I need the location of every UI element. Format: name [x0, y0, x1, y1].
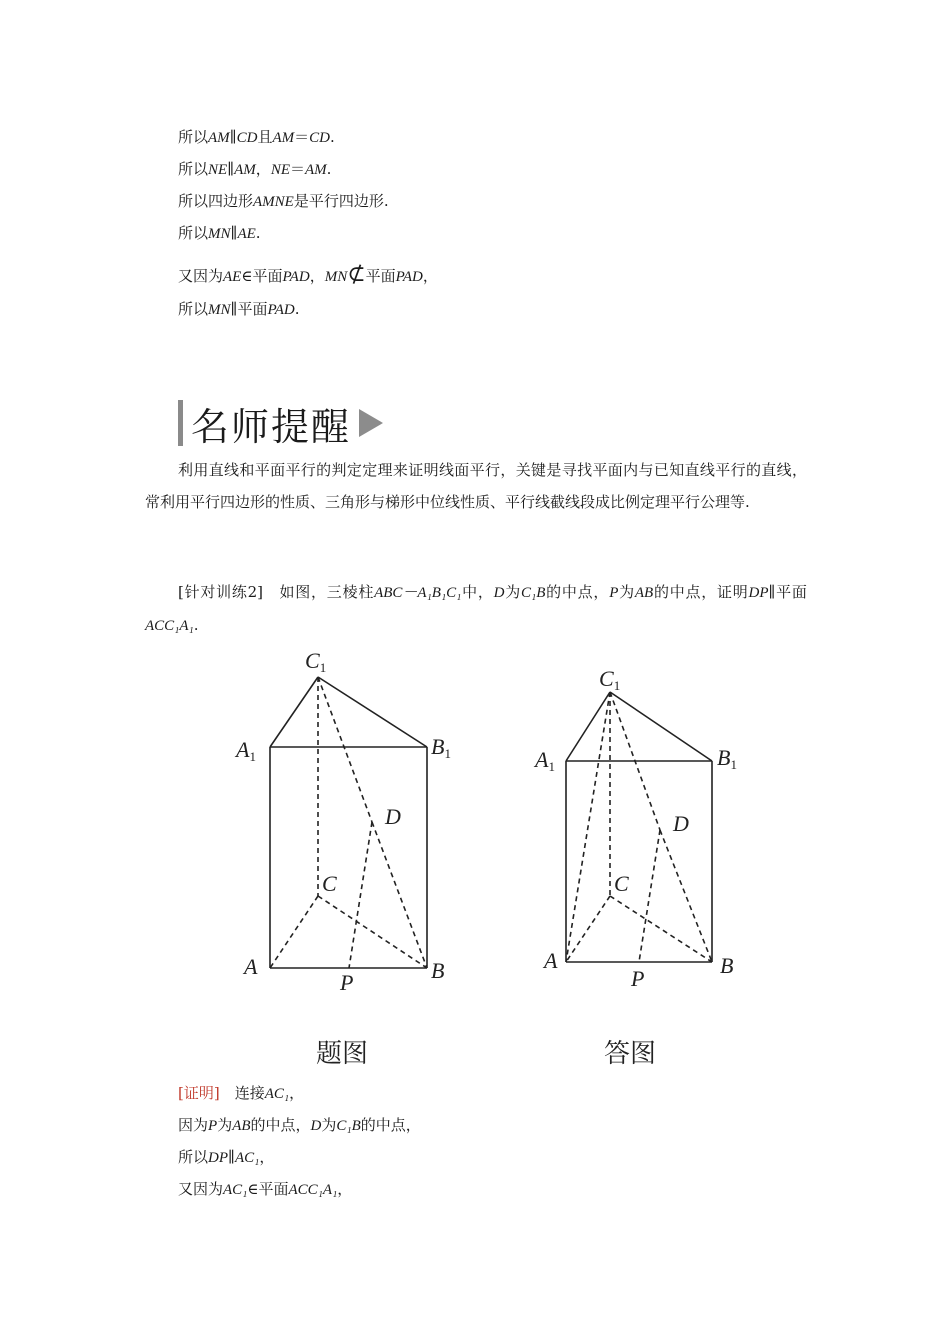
- math-mn: MN: [208, 226, 231, 242]
- text: 因为: [178, 1116, 209, 1134]
- text: 又因为: [178, 267, 224, 285]
- parallel-symbol: ∥: [227, 160, 235, 178]
- text: ，: [337, 1180, 353, 1198]
- edge-db: [372, 822, 427, 968]
- parallel-symbol: ∥: [768, 583, 776, 601]
- label-c1: C1: [305, 648, 327, 675]
- caption-answer: 答图: [604, 1039, 657, 1069]
- math-am: AM: [208, 130, 230, 146]
- math-ne: NE: [208, 162, 228, 178]
- text: ∈平面: [241, 267, 283, 285]
- label-d: D: [385, 804, 401, 829]
- text: 所以: [178, 224, 209, 242]
- math-ab: AB: [634, 585, 654, 601]
- math-cd: CD: [309, 130, 331, 146]
- text: ，: [309, 267, 325, 285]
- text: .: [294, 300, 300, 318]
- text: 平面: [365, 267, 396, 285]
- not-subset-symbol: ⊄: [347, 262, 366, 287]
- math-amne: AMNE: [253, 194, 294, 210]
- label-a: A: [244, 954, 258, 979]
- math-d: D: [310, 1118, 322, 1134]
- text: 为: [321, 1116, 337, 1134]
- edge-cb: [318, 896, 427, 968]
- math-c1b: C₁B: [521, 585, 546, 601]
- math-ae: AE: [223, 269, 242, 285]
- text: ∈平面: [247, 1180, 289, 1198]
- label-b: B: [720, 953, 734, 978]
- text: 所以: [178, 1148, 209, 1166]
- edge-ac1: [566, 692, 610, 962]
- text: .: [330, 128, 335, 146]
- text: 如图，三棱柱: [279, 583, 375, 601]
- math-d: D: [493, 585, 505, 601]
- label-b1: B1: [717, 745, 737, 772]
- text: 平面: [237, 300, 268, 318]
- label-p: P: [340, 970, 354, 995]
- edge-ca: [566, 896, 610, 962]
- text: 的中点，证明: [653, 583, 749, 601]
- parallel-symbol: ∥: [228, 1148, 235, 1166]
- math-pad: PAD: [267, 302, 295, 318]
- label-c: C: [322, 871, 337, 896]
- label-c: C: [614, 871, 629, 896]
- text: 的中点，: [360, 1116, 421, 1134]
- math-ac1: AC₁: [264, 1086, 290, 1102]
- math-ae: AE: [237, 226, 256, 242]
- text: 平面: [775, 583, 807, 601]
- edge-dp: [639, 830, 660, 962]
- figure-answer: [566, 692, 712, 962]
- edge-cb: [610, 896, 712, 962]
- edge-db: [660, 830, 712, 962]
- math-am: AM: [234, 162, 256, 178]
- text: ，: [255, 160, 271, 178]
- parallel-symbol: ∥: [230, 224, 238, 242]
- math-plane: ACC₁A₁: [145, 618, 194, 634]
- math-am: AM: [305, 162, 327, 178]
- text: 所以: [178, 128, 209, 146]
- math-p: P: [609, 585, 619, 601]
- math-ne: NE: [270, 162, 290, 178]
- text: ，: [422, 267, 438, 285]
- math-ac1: AC₁: [234, 1150, 260, 1166]
- math-c1b: C₁B: [336, 1118, 361, 1134]
- text: 为: [504, 583, 522, 601]
- tip-title: 名师提醒: [191, 404, 352, 449]
- math-cd: CD: [236, 130, 258, 146]
- label-b: B: [431, 958, 445, 983]
- text: 所以: [178, 300, 209, 318]
- text: 为: [217, 1116, 233, 1134]
- math-pad: PAD: [282, 269, 310, 285]
- text: 所以四边形: [178, 192, 254, 210]
- edge-ca: [270, 896, 318, 968]
- label-d: D: [673, 811, 689, 836]
- label-b1: B1: [431, 734, 451, 761]
- hidden-edges: [270, 677, 427, 968]
- math-prism: ABC－A₁B₁C₁: [374, 585, 462, 601]
- math-ab: AB: [232, 1118, 251, 1134]
- edge-dp: [349, 822, 372, 968]
- edge-c1b1: [610, 692, 712, 761]
- text: 连接: [234, 1084, 265, 1102]
- math-dp: DP: [748, 585, 769, 601]
- text: 所以: [178, 160, 209, 178]
- math-pad: PAD: [395, 269, 423, 285]
- caption-question: 题图: [316, 1039, 369, 1069]
- text: ，: [289, 1084, 305, 1102]
- label-c1: C1: [599, 666, 621, 693]
- math-p: P: [208, 1118, 218, 1134]
- math-mn: MN: [208, 302, 231, 318]
- parallel-symbol: ∥: [230, 300, 238, 318]
- proof-line-plane: [178, 1178, 352, 1199]
- math-ac1: AC₁: [223, 1182, 248, 1198]
- label-a1: A1: [236, 737, 256, 764]
- text: 的中点，: [545, 583, 610, 601]
- text: 且: [257, 128, 273, 146]
- label-p: P: [631, 966, 645, 991]
- captions: [316, 1039, 656, 1069]
- text: 是平行四边形.: [293, 192, 389, 210]
- equals-symbol: ＝: [294, 128, 310, 146]
- tip-body: 利用直线和平面平行的判定定理来证明线面平行，关键是寻找平面内与已知直线平行的直线，常利用平行四边形的性质、三角形与梯形中位线性质、平行线截线段成比例定理平行公理等.: [145, 461, 807, 511]
- hidden-edges: [566, 692, 712, 962]
- figure-question: [270, 677, 427, 968]
- edge-c1a1: [270, 677, 318, 747]
- equals-symbol: ＝: [289, 160, 305, 178]
- text: ，: [259, 1148, 275, 1166]
- math-plane: ACC₁A₁: [288, 1182, 338, 1198]
- text: 又因为: [178, 1180, 224, 1198]
- proof-line-connect: [178, 1082, 304, 1103]
- text: .: [255, 224, 261, 242]
- proof-tag: [证明]: [178, 1084, 220, 1102]
- text: 的中点，: [250, 1116, 311, 1134]
- text: .: [193, 616, 199, 634]
- math-am: AM: [272, 130, 295, 146]
- parallel-symbol: ∥: [229, 128, 237, 146]
- math-mn: MN: [324, 269, 348, 285]
- edge-c1d: [318, 677, 372, 822]
- text: 中，: [461, 583, 494, 601]
- text: .: [326, 160, 332, 178]
- edge-c1a1: [566, 692, 610, 761]
- label-a: A: [544, 948, 558, 973]
- label-a1: A1: [535, 747, 555, 774]
- edge-c1b1: [318, 677, 427, 747]
- proof-line-parallel: [178, 1146, 274, 1167]
- text: 为: [618, 583, 635, 601]
- math-dp: DP: [208, 1150, 229, 1166]
- proof-line-midpoints: [178, 1114, 421, 1135]
- figure-answer-labels: [533, 666, 737, 991]
- exercise-tag: [针对训练2]: [178, 583, 264, 601]
